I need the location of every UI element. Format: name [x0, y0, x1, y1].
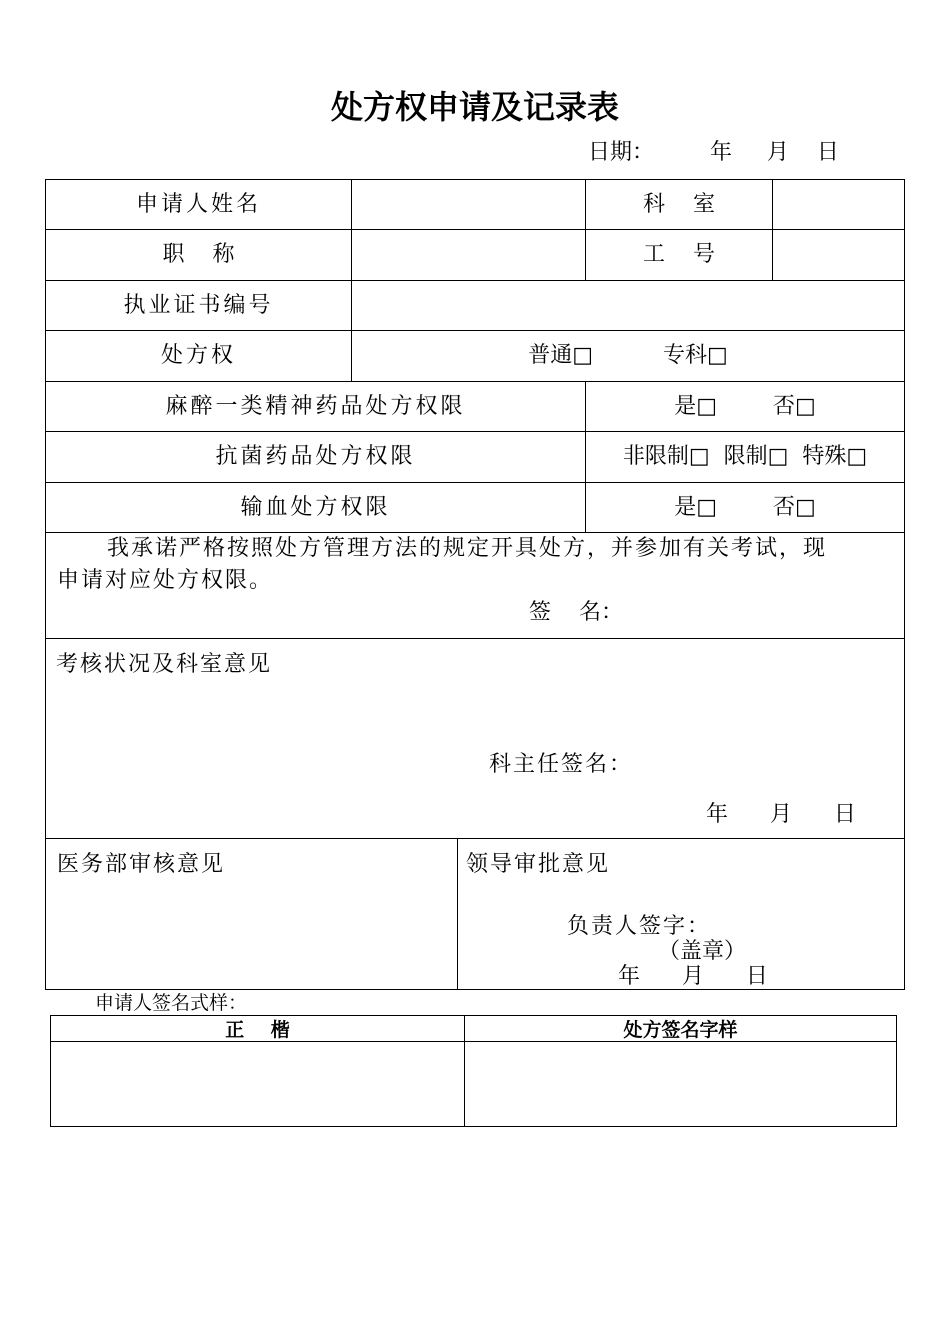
pledge-signature-label: 签 名： [529, 600, 623, 625]
assessment-label: 考核状况及科室意见 [56, 652, 273, 677]
pledge-line-1: 我承诺严格按照处方管理方法的规定开具处方，并参加有关考试，现 [107, 536, 828, 561]
employee-id-field[interactable] [773, 230, 904, 280]
prescription-signature-sample-field[interactable] [465, 1042, 896, 1126]
department-label: 科 室 [643, 191, 715, 217]
employee-id-label: 工 号 [643, 242, 715, 267]
seal-label: （盖章） [658, 939, 747, 964]
transfusion-permission-label: 输血处方权限 [240, 494, 391, 520]
antibiotic-permission-options[interactable]: 非限制□ 限制□ 特殊□ [622, 444, 868, 469]
title-label: 职 称 [162, 242, 235, 267]
pledge-line-2: 申请对应处方权限。 [57, 568, 274, 593]
applicant-name-field[interactable] [352, 180, 585, 229]
title-field[interactable] [352, 230, 585, 280]
leadership-approval-label: 领导审批意见 [466, 852, 611, 877]
leadership-date: 年 月 日 [618, 964, 768, 989]
prescription-right-options[interactable]: 普通□ 专科□ [528, 343, 728, 368]
regular-script-column-header: 正 楷 [225, 1019, 290, 1041]
regular-script-sample-field[interactable] [51, 1042, 464, 1126]
anesthetic-permission-options[interactable]: 是□ 否□ [674, 393, 816, 419]
applicant-name-label: 申请人姓名 [135, 191, 261, 217]
license-number-field[interactable] [352, 281, 904, 330]
anesthetic-permission-label: 麻醉一类精神药品处方权限 [165, 393, 466, 419]
antibiotic-permission-label: 抗菌药品处方权限 [215, 444, 416, 469]
license-number-label: 执业证书编号 [123, 292, 274, 318]
signature-sample-caption: 申请人签名式样： [95, 992, 248, 1014]
director-signature-label: 科主任签名： [489, 752, 634, 777]
department-field[interactable] [773, 180, 904, 229]
prescription-signature-column-header: 处方签名字样 [623, 1019, 738, 1041]
responsible-signature-label: 负责人签字： [567, 914, 712, 939]
assessment-date: 年 月 日 [706, 802, 856, 827]
date-line: 日期： 年 月 日 [588, 140, 839, 165]
prescription-right-label: 处方权 [160, 343, 236, 368]
transfusion-permission-options[interactable]: 是□ 否□ [674, 494, 816, 520]
page-title: 处方权申请及记录表 [330, 88, 619, 126]
medical-dept-review-label: 医务部审核意见 [57, 852, 226, 877]
